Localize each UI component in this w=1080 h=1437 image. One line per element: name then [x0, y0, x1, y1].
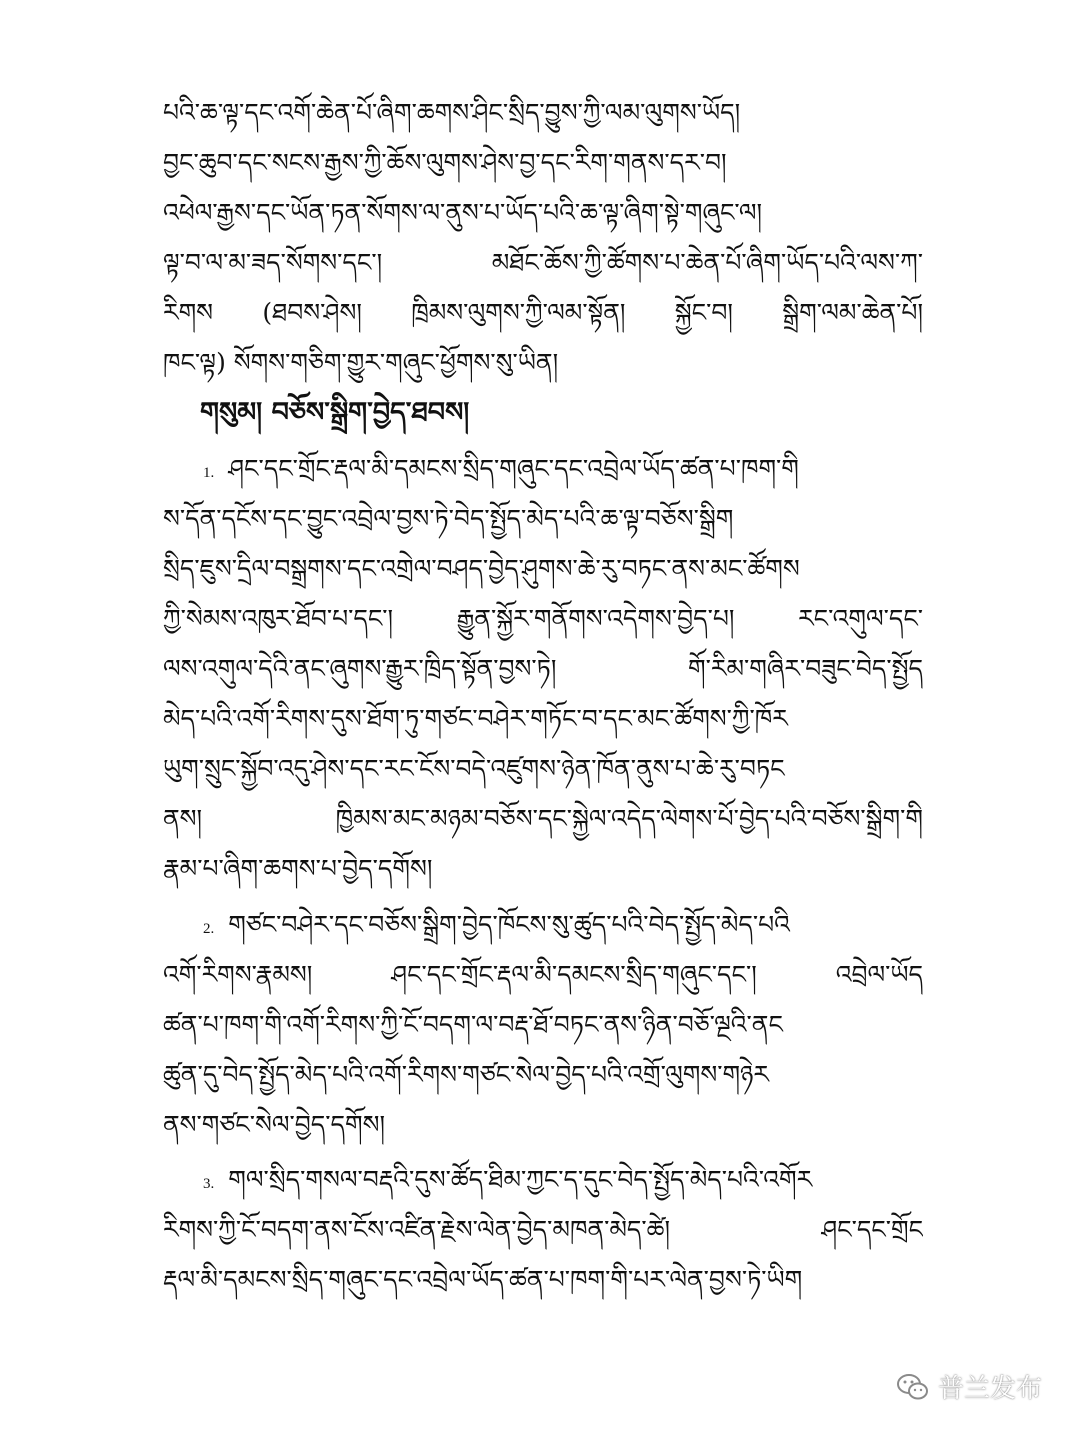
line-text: གཙང་བཤེར་དང་བཅོས་སྒྲིག་བྱེད་ཁོངས་སུ་ཚུད་པའི་བེད་སྤྱོད་མེད་པའི [228, 910, 790, 939]
line-text: ཤང་དང་གྲོང་རྡལ་མི་དམངས་སྲིད་གཞུང་དང་འབྲེལ་ཡོད་ཚན་པ་ཁག་གི [228, 454, 799, 483]
text-line: མེད་པའི་འགོ་རིགས་དུས་ཐོག་ཏུ་གཙང་བཤེར་གཏོང་བ་དང་མང་ཚོགས་ཀྱི་ཁོར [163, 704, 788, 733]
text-line: ལྟ་བ་ལ་མ་ཟད་སོགས་དང་། མཐོང་ཆོས་ཀྱི་ཚོགས་པ་ཆེན་པོ་ཞིག་ཡོད་པའི་ལས་ཀ་ [163, 248, 923, 277]
text-line [163, 900, 923, 950]
text-line: ཡུག་སྲུང་སྐྱོབ་འདུ་ཤེས་དང་རང་ངོས་བདེ་འཛུགས་ཉེན་ཁོན་ནུས་པ་ཆེ་རུ་བཏང [163, 754, 785, 783]
text-line: སྲིད་ཇུས་དྲིལ་བསྒྲགས་དང་འགྲེལ་བཤད་བྱེད་ཤུགས་ཆེ་རུ་བཏང་ནས་མང་ཚོགས [163, 554, 800, 583]
item-number: 2. [203, 921, 215, 937]
text-line: རྣམ་པ་ཞིག་ཆགས་པ་བྱེད་དགོས། [163, 854, 433, 883]
intro-paragraph [163, 88, 923, 388]
watermark-text: 普兰发布 [937, 1374, 1042, 1404]
watermark [896, 1368, 1042, 1405]
text-line: ནས། ཁྱིམས་མང་མཉམ་བཅོས་དང་སྐྱེལ་འདེད་ལེགས་པོ་བྱེད་པའི་བཅོས་སྒྲིག་གི [163, 804, 923, 833]
text-line: ས་དོན་དངོས་དང་བྱུང་འབྲེལ་བྱས་ཏེ་བེད་སྤྱོད་མེད་པའི་ཆ་ལྟ་བཅོས་སྒྲིག [163, 504, 734, 533]
text-line: ཀྱི་སེམས་འཁུར་ཐོབ་པ་དང་། རྒྱུན་སྐྱོར་གནོགས་འདེགས་བྱེད་པ། རང་འགུལ་དང་ [163, 604, 923, 633]
text-line: བྱང་ཆུབ་དང་སངས་རྒྱས་ཀྱི་ཆོས་ལུགས་ཤེས་བྱ་དང་རིག་གནས་དར་བ། [163, 148, 727, 177]
text-line: ཁང་ལྟ) སོགས་གཅིག་གྱུར་གཞུང་ཕྱོགས་སུ་ཡིན། [163, 348, 559, 377]
text-line: རིགས (ཐབས་ཤེས། ཁྲིམས་ལུགས་ཀྱི་ལམ་སྟོན། སྐྱོང་བ། སྒྲིག་ལམ་ཆེན་པོ། [163, 298, 923, 327]
text-line: པའི་ཆ་ལྟ་དང་འགོ་ཆེན་པོ་ཞིག་ཆགས་ཤིང་སྲིད་བྱུས་ཀྱི་ལམ་ལུགས་ཡོད། [163, 98, 741, 127]
section-heading: གསུམ། བཅོས་སྒྲིག་བྱེད་ཐབས། [200, 397, 470, 428]
text-line: ཚུན་དུ་བེད་སྤྱོད་མེད་པའི་འགོ་རིགས་གཙང་སེལ་བྱེད་པའི་འགྲོ་ལུགས་གཉེར [163, 1060, 770, 1089]
section-2 [163, 900, 923, 1150]
text-line: ཚན་པ་ཁག་གི་འགོ་རིགས་ཀྱི་ངོ་བདག་ལ་བརྡ་ཐོ་བཏང་ནས་ཉིན་བཅོ་ལྔའི་ནང [163, 1010, 783, 1039]
section-1 [163, 444, 923, 894]
line-text: གལ་སྲིད་གསལ་བརྡའི་དུས་ཚོད་ཐིམ་ཀྱང་ད་དུང་བེད་སྤྱོད་མེད་པའི་འགོར [228, 1165, 813, 1194]
text-line: འཕེལ་རྒྱས་དང་ཡོན་ཏན་སོགས་ལ་ནུས་པ་ཡོད་པའི་ཆ་ལྟ་ཞིག་སྟེ་གཞུང་ལ། [163, 198, 763, 227]
text-line: འགོ་རིགས་རྣམས། ཤང་དང་གྲོང་རྡལ་མི་དམངས་སྲིད་གཞུང་དང་། འབྲེལ་ཡོད [163, 960, 923, 989]
text-line [163, 444, 923, 494]
item-number: 1. [203, 465, 215, 481]
item-number: 3. [203, 1176, 215, 1192]
text-line: རྡལ་མི་དམངས་སྲིད་གཞུང་དང་འབྲེལ་ཡོད་ཚན་པ་ཁག་གི་པར་ལེན་བྱས་ཏེ་ཡིག [163, 1265, 803, 1294]
text-line: ལས་འགུལ་དེའི་ནང་ཞུགས་རྒྱུར་ཁྲིད་སྟོན་བྱས་ཏེ། གོ་རིམ་གཞིར་བཟུང་བེད་སྤྱོད [163, 654, 923, 683]
section-3 [163, 1155, 923, 1305]
text-line: རིགས་ཀྱི་ངོ་བདག་ནས་ངོས་འཛིན་རྗེས་ལེན་བྱེད་མཁན་མེད་ཚེ། ཤང་དང་གྲོང [163, 1215, 923, 1244]
text-line: ནས་གཙང་སེལ་བྱེད་དགོས། [163, 1110, 386, 1139]
wechat-icon [896, 1372, 930, 1402]
text-line [163, 1155, 923, 1205]
